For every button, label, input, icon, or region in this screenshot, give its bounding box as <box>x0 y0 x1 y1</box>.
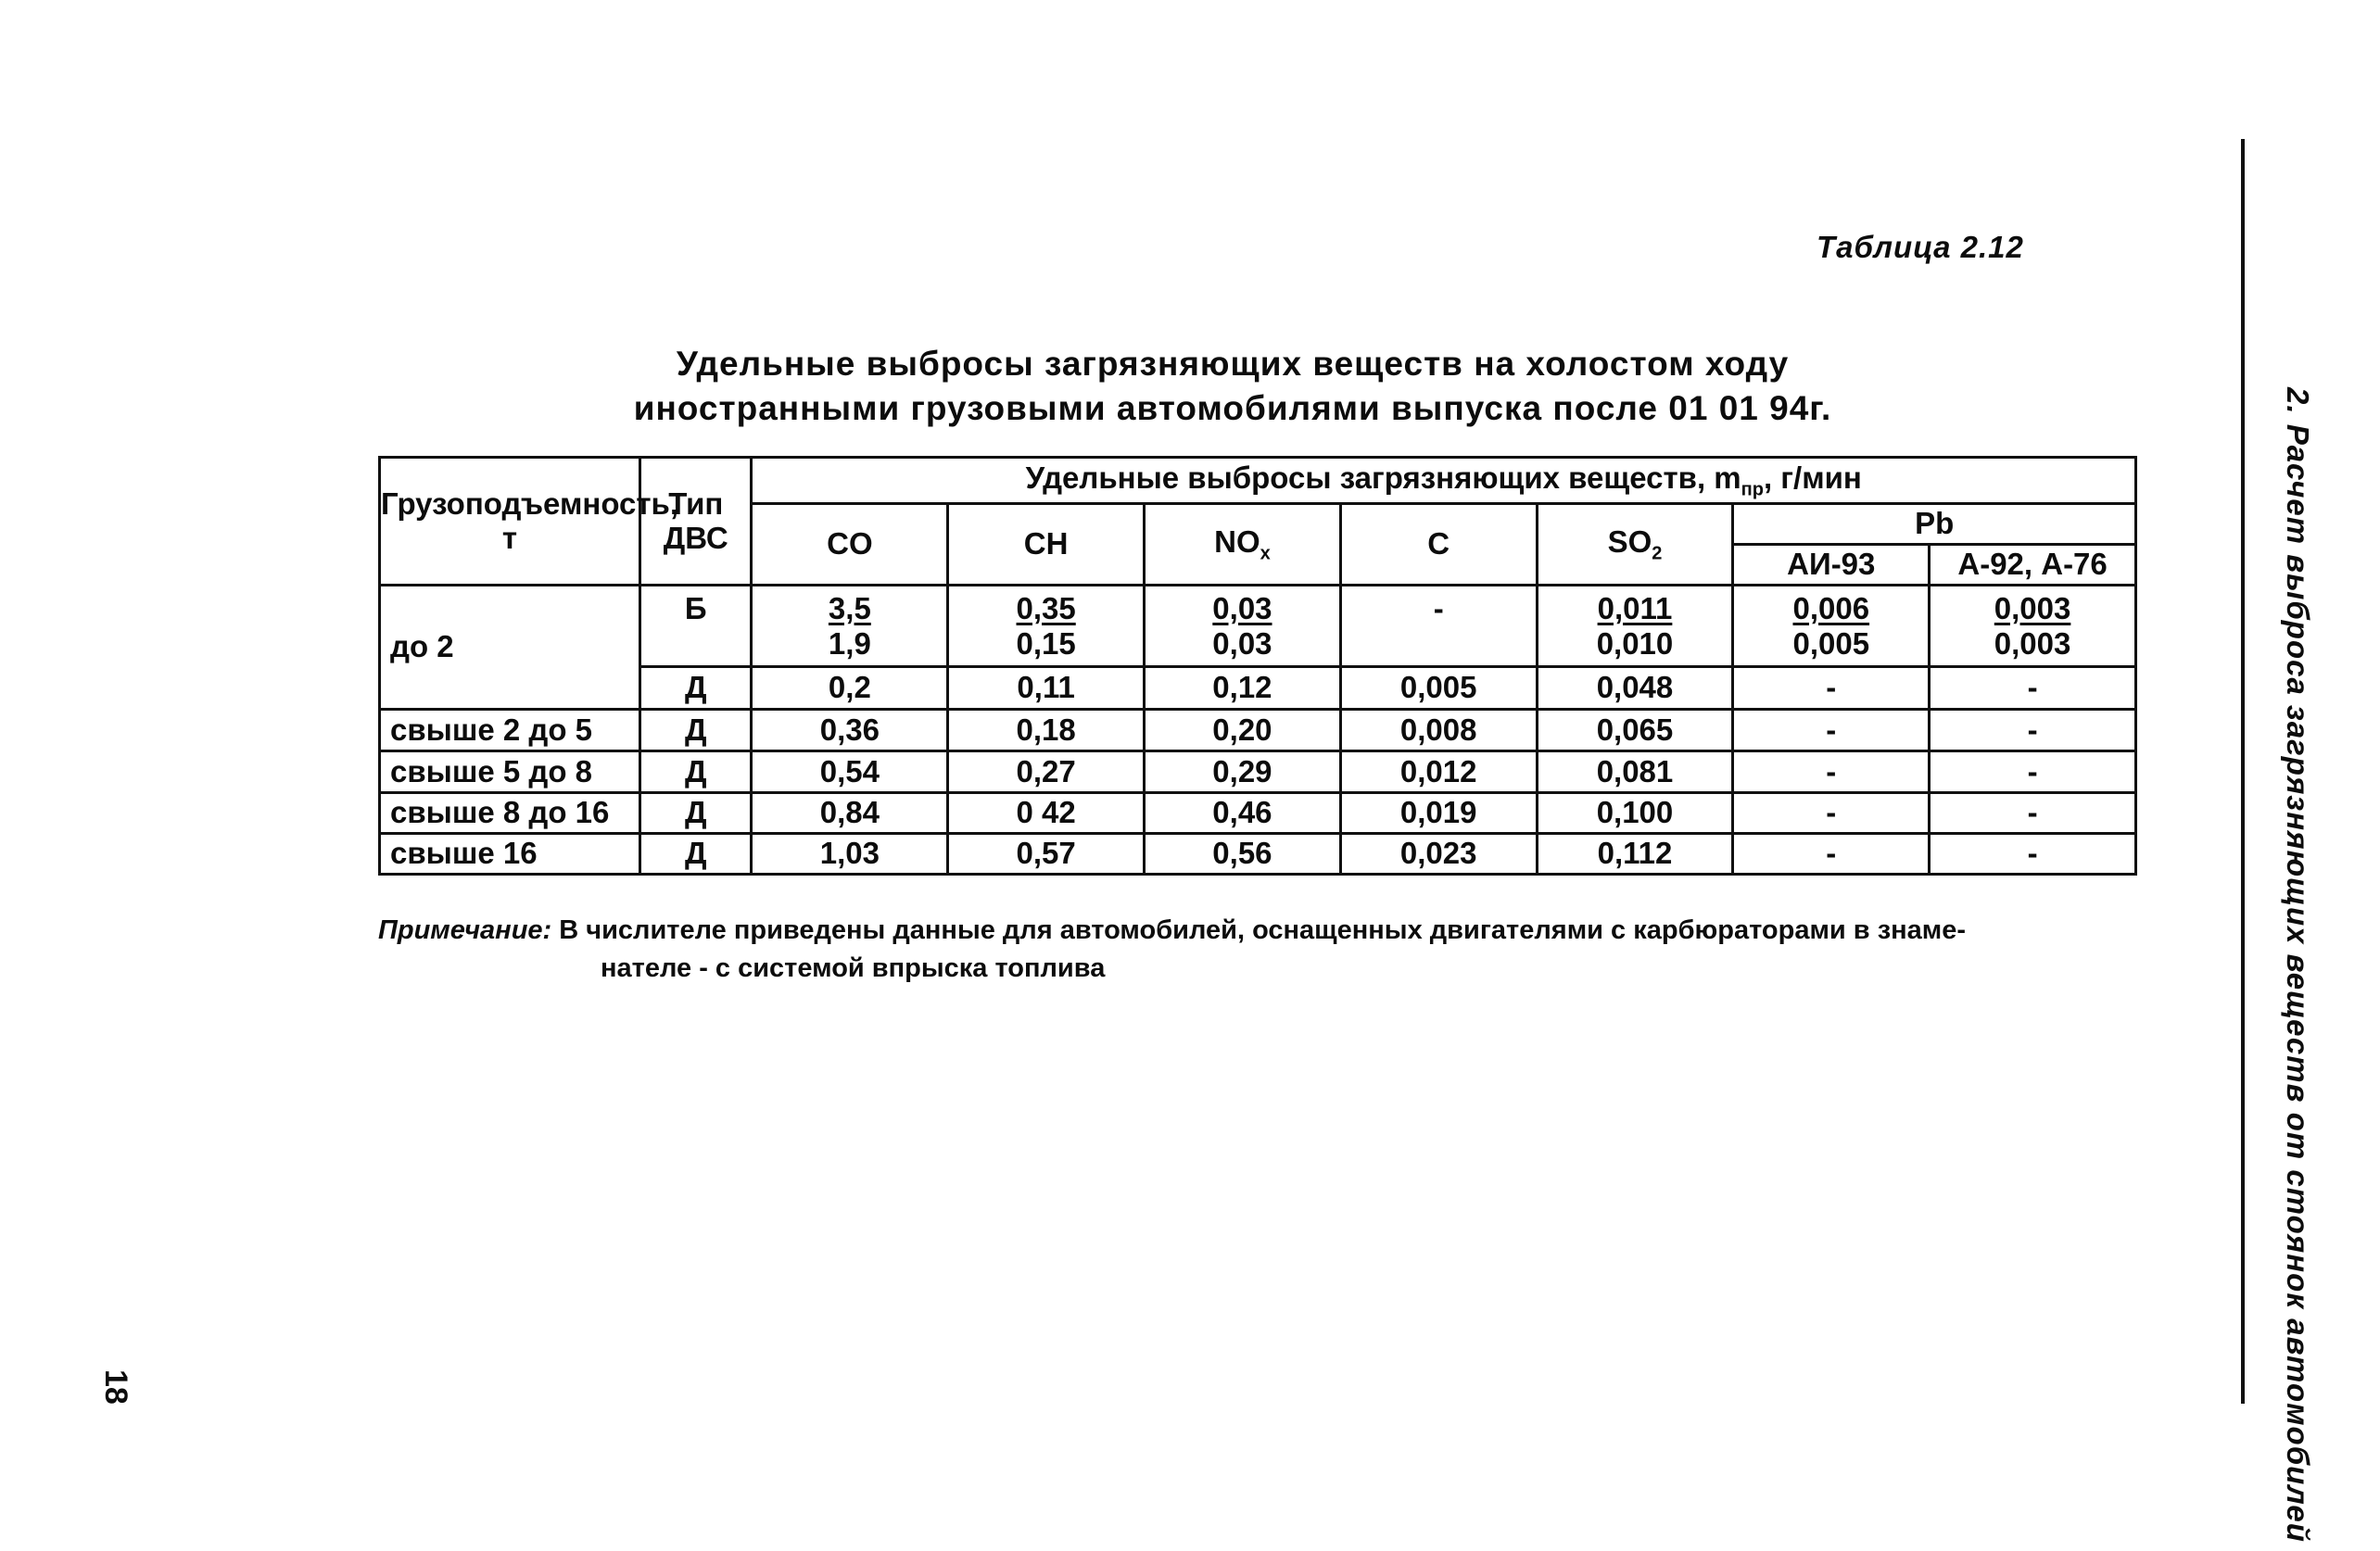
cell-ch: 0,57 <box>948 834 1145 875</box>
cell-c: 0,008 <box>1340 710 1537 751</box>
cell-pb-ai93: - <box>1733 793 1930 834</box>
cell-nox: 0,56 <box>1145 834 1341 875</box>
table-note <box>378 912 2176 988</box>
cell-nox: 0,20 <box>1145 710 1341 751</box>
note-line-2: нателе - с системой впрыска топлива <box>601 953 1106 984</box>
header-so2-subscript: 2 <box>1652 543 1663 564</box>
header-pb: Pb <box>1733 504 2136 545</box>
header-so2-text: SO <box>1607 523 1652 559</box>
cell-c: 0,019 <box>1340 793 1537 834</box>
denominator: 0,003 <box>1994 625 2071 661</box>
denominator: 0,010 <box>1596 625 1674 661</box>
cell-nox: 0,12 <box>1145 667 1341 710</box>
header-emissions-group <box>752 458 2136 504</box>
table-title-line-2: иностранными грузовыми автомобилями выпуска после 01 01 94г. <box>633 389 1832 427</box>
table-row <box>380 834 2136 875</box>
fraction <box>1994 591 2071 662</box>
header-nox-text: NO <box>1214 523 1260 559</box>
fraction <box>1792 591 1869 662</box>
header-co: CO <box>752 504 948 586</box>
cell-so2: 0,065 <box>1537 710 1733 751</box>
cell-co: 0,54 <box>752 751 948 793</box>
cell-pb-a92: - <box>1930 834 2136 875</box>
cell-capacity: свыше 5 до 8 <box>380 751 640 793</box>
header-nox <box>1145 504 1341 586</box>
fraction <box>1212 591 1272 662</box>
header-emissions-unit: , г/мин <box>1763 460 1862 495</box>
cell-pb-ai93: - <box>1733 667 1930 710</box>
cell-nox: 0,46 <box>1145 793 1341 834</box>
table-title-line-1: Удельные выбросы загрязняющих веществ на холостом ходу <box>676 345 1790 383</box>
header-c: C <box>1340 504 1537 586</box>
numerator: 0,006 <box>1792 590 1870 625</box>
numerator: 0,03 <box>1212 590 1272 625</box>
denominator: 0,03 <box>1212 625 1272 661</box>
table-row <box>380 751 2136 793</box>
page-number-text: 18 <box>98 1369 133 1405</box>
cell-engine: Д <box>640 793 752 834</box>
cell-engine: Д <box>640 667 752 710</box>
fraction <box>1597 591 1674 662</box>
header-engine-type: Тип ДВС <box>640 458 752 586</box>
cell-ch: 0 42 <box>948 793 1145 834</box>
cell-co <box>752 586 948 667</box>
cell-nox: 0,29 <box>1145 751 1341 793</box>
cell-pb-a92: - <box>1930 667 2136 710</box>
cell-pb-ai93 <box>1733 586 1930 667</box>
cell-engine: Д <box>640 834 752 875</box>
cell-c: - <box>1340 586 1537 667</box>
denominator: 0,15 <box>1016 625 1076 661</box>
cell-so2 <box>1537 586 1733 667</box>
emissions-table <box>378 456 2137 876</box>
cell-capacity: свыше 16 <box>380 834 640 875</box>
cell-so2: 0,112 <box>1537 834 1733 875</box>
table-row <box>380 710 2136 751</box>
cell-ch: 0,18 <box>948 710 1145 751</box>
header-so2 <box>1537 504 1733 586</box>
cell-ch: 0,27 <box>948 751 1145 793</box>
header-emissions-subscript: пр <box>1741 479 1764 500</box>
cell-capacity: свыше 2 до 5 <box>380 710 640 751</box>
numerator: 3,5 <box>828 590 871 625</box>
cell-so2: 0,100 <box>1537 793 1733 834</box>
denominator: 0,005 <box>1792 625 1870 661</box>
cell-pb-a92: - <box>1930 793 2136 834</box>
cell-so2: 0,081 <box>1537 751 1733 793</box>
running-header <box>2271 387 2326 1543</box>
running-header-text: 2. Расчет выброса загрязняющих веществ от стоянок автомобилей <box>2281 387 2315 1543</box>
side-rule <box>2241 139 2245 1404</box>
cell-so2: 0,048 <box>1537 667 1733 710</box>
cell-capacity: до 2 <box>380 586 640 710</box>
denominator: 1,9 <box>828 625 871 661</box>
fraction <box>829 591 871 662</box>
header-pb-ai93: АИ-93 <box>1733 545 1930 586</box>
header-pb-a92: А-92, А-76 <box>1930 545 2136 586</box>
cell-engine: Б <box>640 586 752 667</box>
cell-co: 0,2 <box>752 667 948 710</box>
cell-engine: Д <box>640 751 752 793</box>
table-row <box>380 667 2136 710</box>
header-capacity: Грузоподъемность, т <box>380 458 640 586</box>
cell-pb-a92: - <box>1930 710 2136 751</box>
cell-c: 0,005 <box>1340 667 1537 710</box>
cell-pb-ai93: - <box>1733 834 1930 875</box>
cell-pb-ai93: - <box>1733 751 1930 793</box>
fraction <box>1017 591 1076 662</box>
page-number <box>93 1369 148 1425</box>
cell-ch <box>948 586 1145 667</box>
table-row <box>380 793 2136 834</box>
table-number: Таблица 2.12 <box>1817 230 2024 264</box>
note-label: Примечание: <box>378 915 552 945</box>
note-line-1: В числителе приведены данные для автомобилей, оснащенных двигателями с карбюраторами в знаме- <box>559 915 1966 945</box>
cell-co: 0,84 <box>752 793 948 834</box>
numerator: 0,003 <box>1994 590 2071 625</box>
cell-co: 0,36 <box>752 710 948 751</box>
header-nox-subscript: x <box>1260 543 1271 564</box>
numerator: 0,011 <box>1597 590 1673 625</box>
header-emissions-text: Удельные выбросы загрязняющих веществ, m <box>1025 460 1741 495</box>
cell-ch: 0,11 <box>948 667 1145 710</box>
cell-pb-a92 <box>1930 586 2136 667</box>
cell-c: 0,012 <box>1340 751 1537 793</box>
cell-pb-ai93: - <box>1733 710 1930 751</box>
cell-capacity: свыше 8 до 16 <box>380 793 640 834</box>
header-ch: CH <box>948 504 1145 586</box>
cell-engine: Д <box>640 710 752 751</box>
cell-pb-a92: - <box>1930 751 2136 793</box>
cell-c: 0,023 <box>1340 834 1537 875</box>
numerator: 0,35 <box>1016 590 1076 625</box>
table-row <box>380 586 2136 667</box>
cell-nox <box>1145 586 1341 667</box>
cell-co: 1,03 <box>752 834 948 875</box>
